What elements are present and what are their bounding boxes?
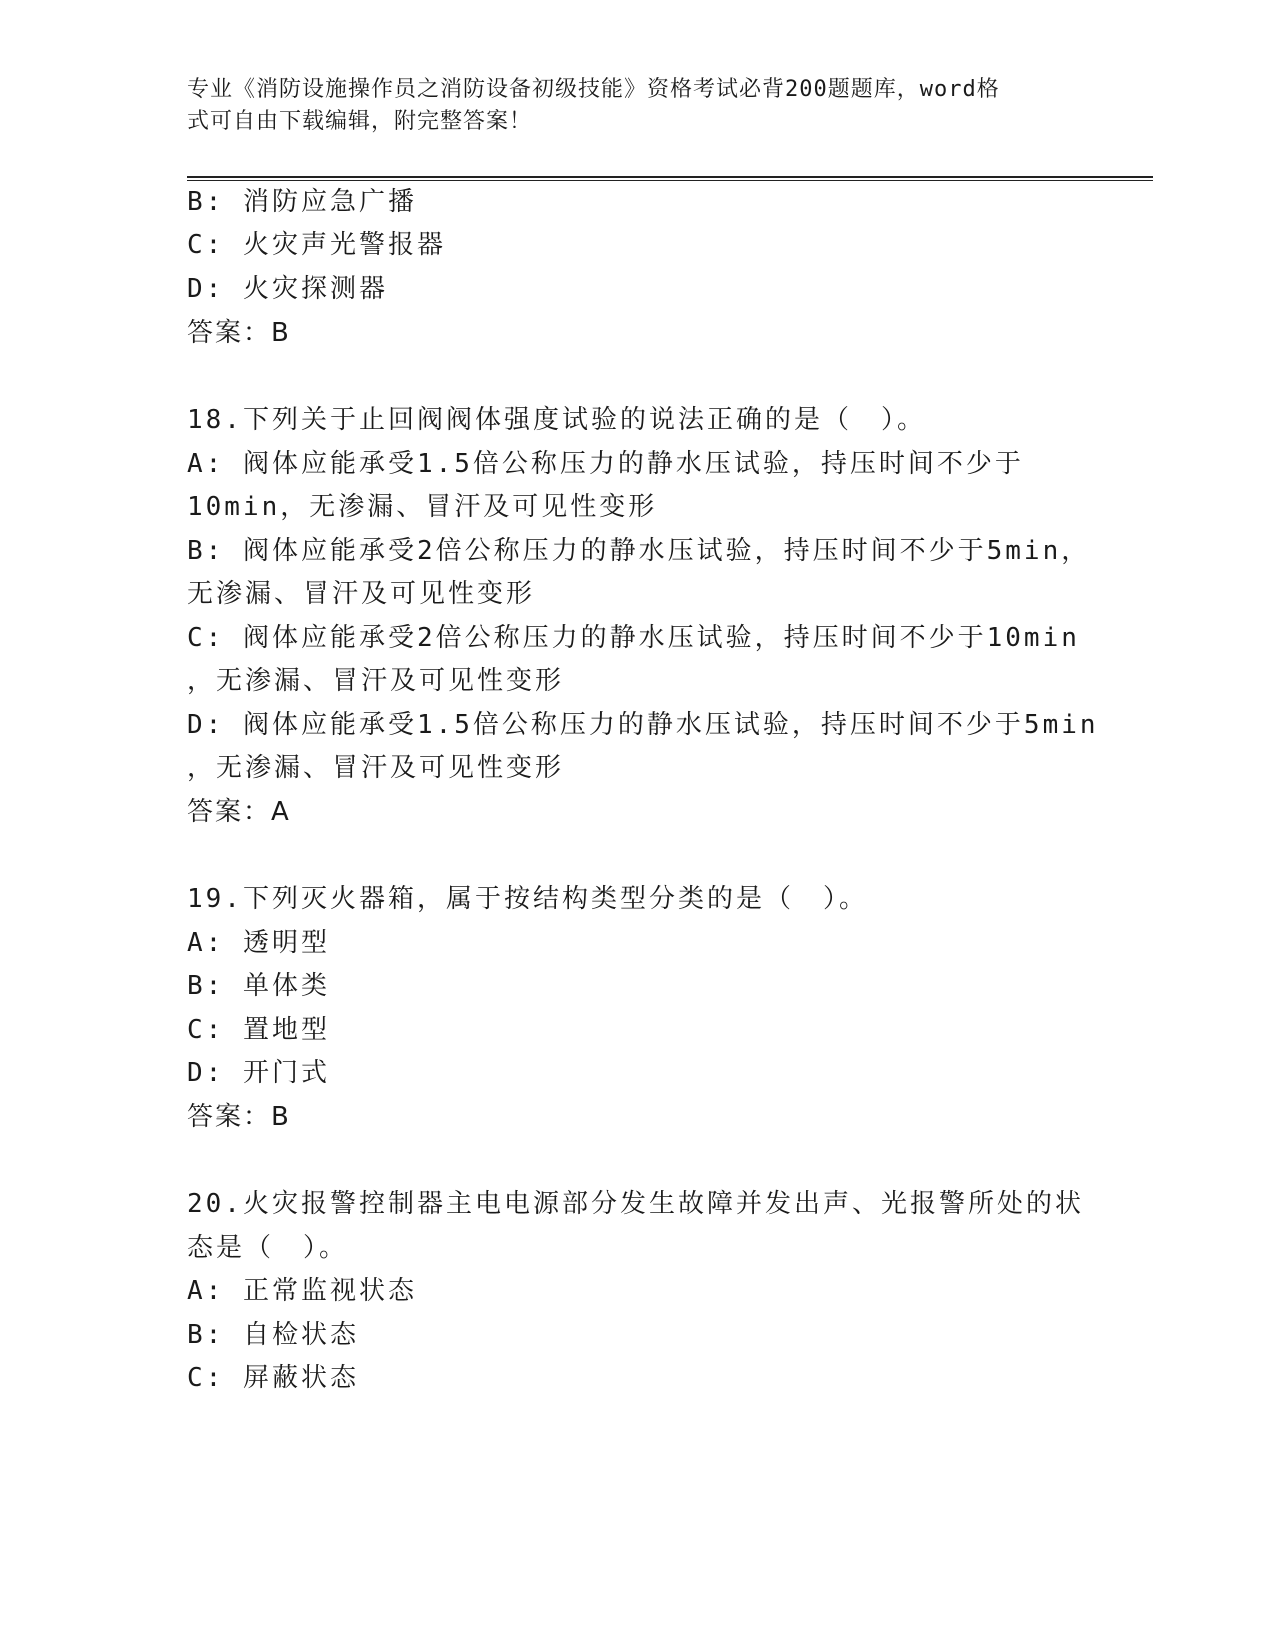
q19-answer: 答案：B bbox=[187, 1102, 291, 1132]
q18-option-c-line2: ，无渗漏、冒汗及可见性变形 bbox=[187, 666, 565, 696]
q18-option-d-line2: ，无渗漏、冒汗及可见性变形 bbox=[187, 753, 565, 783]
q19-option-b: B: 单体类 bbox=[187, 971, 330, 1001]
q19-option-c: C: 置地型 bbox=[187, 1015, 330, 1045]
header-line-2: 式可自由下载编辑，附完整答案！ bbox=[187, 109, 533, 134]
q18-option-b-line1: B: 阀体应能承受2倍公称压力的静水压试验，持压时间不少于5min， bbox=[187, 536, 1091, 566]
q20-option-b: B: 自检状态 bbox=[187, 1320, 359, 1350]
q19-option-a: A: 透明型 bbox=[187, 928, 330, 958]
q18-option-a-line2: 10min，无渗漏、冒汗及可见性变形 bbox=[187, 492, 658, 522]
q18-option-d-line1: D: 阀体应能承受1.5倍公称压力的静水压试验，持压时间不少于5min bbox=[187, 710, 1099, 740]
q18-option-b-line2: 无渗漏、冒汗及可见性变形 bbox=[187, 579, 536, 609]
q17-option-c: C: 火灾声光警报器 bbox=[187, 230, 446, 260]
q19-option-d: D: 开门式 bbox=[187, 1058, 330, 1088]
q17-answer: 答案：B bbox=[187, 318, 291, 348]
header-divider bbox=[187, 176, 1153, 181]
header-line-1: 专业《消防设施操作员之消防设备初级技能》资格考试必背200题题库，word格 bbox=[187, 77, 1000, 102]
q18-option-c-line1: C: 阀体应能承受2倍公称压力的静水压试验，持压时间不少于10min bbox=[187, 623, 1080, 653]
q17-option-d: D: 火灾探测器 bbox=[187, 274, 388, 304]
q20-option-c: C: 屏蔽状态 bbox=[187, 1363, 359, 1393]
q18-option-a-line1: A: 阀体应能承受1.5倍公称压力的静水压试验，持压时间不少于 bbox=[187, 449, 1024, 479]
q18-stem: 18.下列关于止回阀阀体强度试验的说法正确的是（ ）。 bbox=[187, 405, 926, 435]
q17-option-b: B: 消防应急广播 bbox=[187, 187, 417, 217]
document-header bbox=[187, 74, 1087, 138]
q20-stem-line1: 20.火灾报警控制器主电电源部分发生故障并发出声、光报警所处的状 bbox=[187, 1189, 1084, 1219]
q19-stem: 19.下列灭火器箱，属于按结构类型分类的是（ ）。 bbox=[187, 884, 868, 914]
q20-option-a: A: 正常监视状态 bbox=[187, 1276, 417, 1306]
q20-stem-line2: 态是（ ）。 bbox=[187, 1233, 349, 1263]
q18-answer: 答案：A bbox=[187, 797, 291, 827]
